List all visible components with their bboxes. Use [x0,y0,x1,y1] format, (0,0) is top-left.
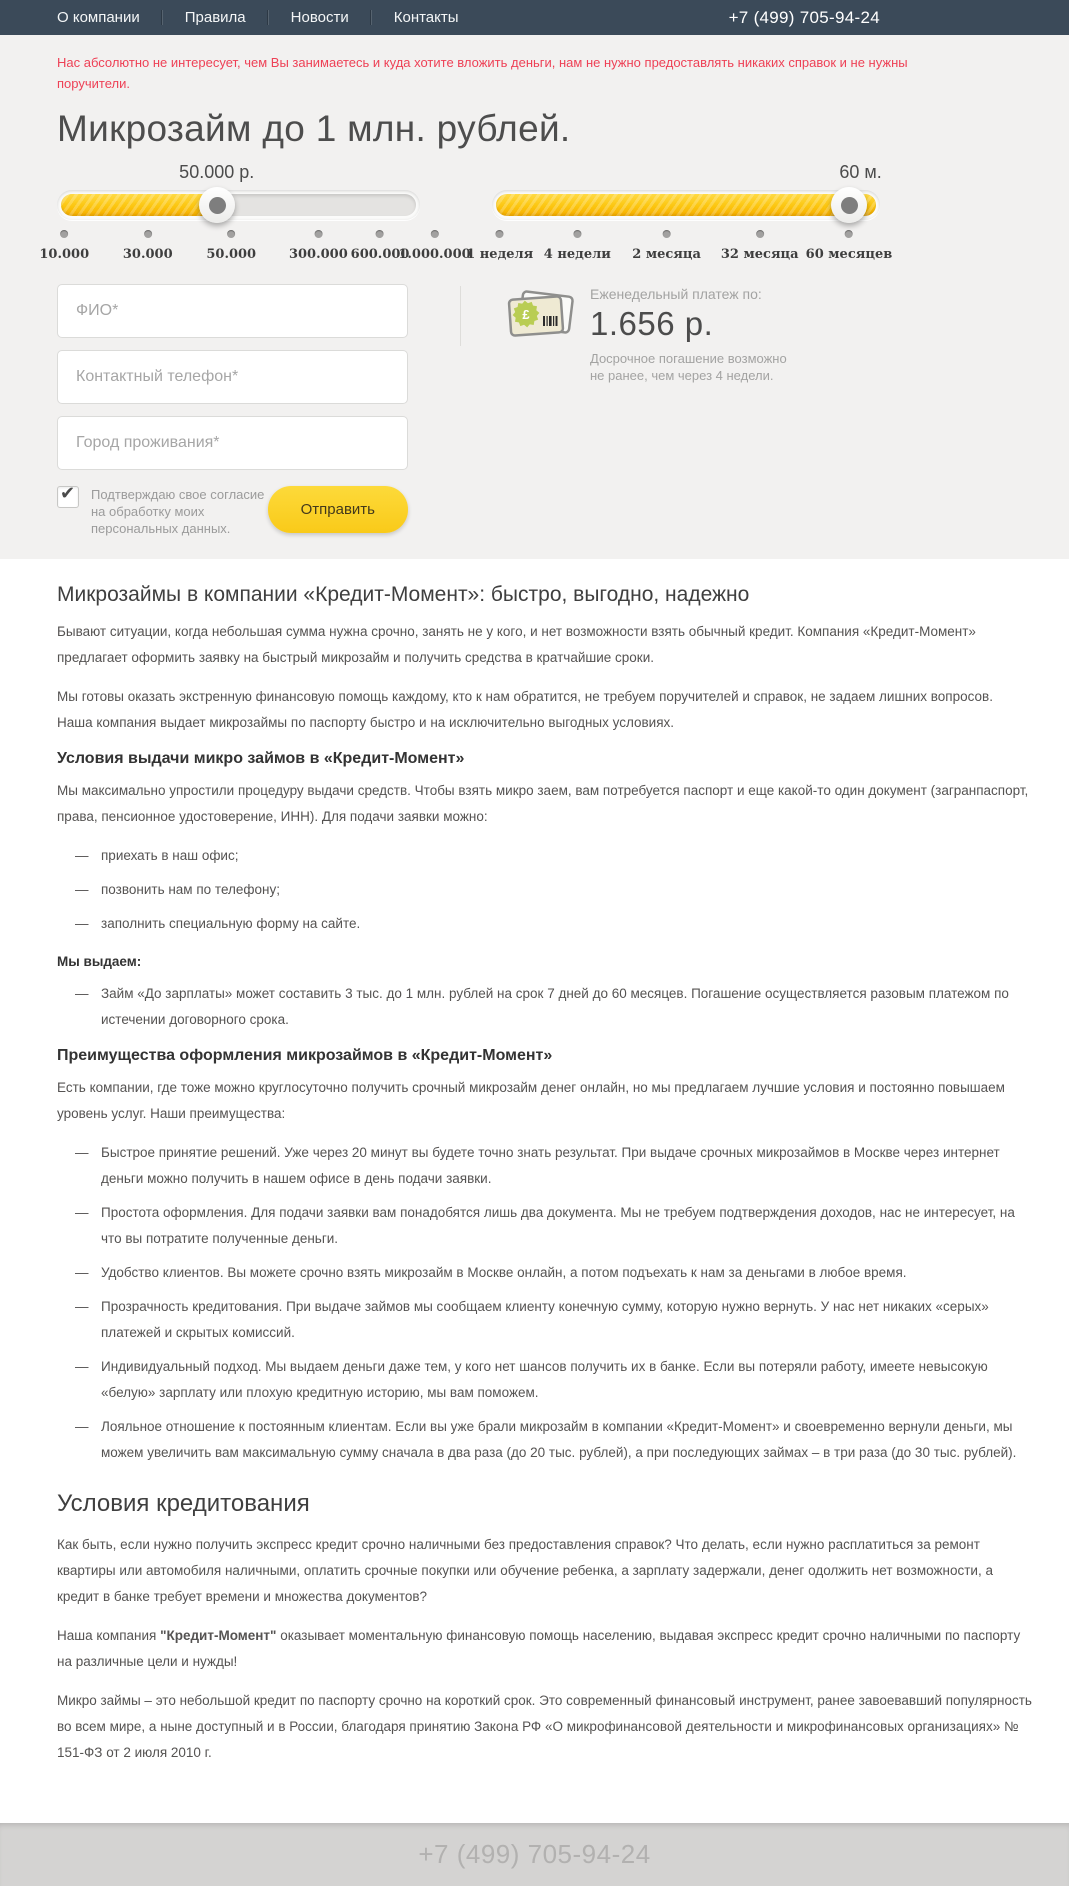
list-item-text: Быстрое принятие решений. Уже через 20 минут вы будете точно знать результат. При выдаче срочных микрозаймов в Москве через интернет деньги можно получить в нашем офисе в день подачи заявки. [101,1145,1000,1186]
amount-tick-label: 30.000 [122,247,173,262]
header-phone: +7 (499) 705-94-24 [728,7,880,27]
nav-item-rules[interactable]: Правила [184,9,246,26]
paragraph-text: оказывает моментальную финансовую помощь населению, выдавая экспресс кредит срочно наличными по паспорту на различные цели и нужды! [57,1628,1021,1669]
loan-application-form [57,284,408,537]
tick-dot-icon [60,230,68,238]
paragraph: Бывают ситуации, когда небольшая сумма нужна срочно, занять не у кого, и нет возможности взять обычный кредит. Компания «Кредит-Момент» предлагает оформить заявку на быстрый микрозайм и получить средства в кратчайшие сроки. [57,624,976,665]
nav-divider [162,10,163,25]
footer-phone: +7 (499) 705-94-24 [418,1839,651,1869]
amount-slider-track[interactable] [61,194,416,216]
term-slider-unit [466,160,893,276]
dash-icon: — [75,1145,89,1160]
term-tick-label: 1 неделя [466,247,534,262]
amount-tick-label: 600.000 [350,247,410,262]
paragraph: Мы максимально упростили процедуру выдачи средств. Чтобы взять микро заем, вам потребуется паспорт и еще какой-то один документ (загранпаспорт, права, пенсионное удостоверение, ИНН). Для подачи заявки можно: [57,783,1029,824]
tick-dot-icon [663,230,671,238]
nav-divider [268,10,269,25]
amount-tick [289,230,348,263]
hero-section [0,35,1069,559]
list-item-text: заполнить специальную форму на сайте. [101,916,361,931]
list-item-text: Лояльное отношение к постоянным клиентам. Если вы уже брали микрозайм в компании «Кредит-Момент» и своевременно вернули деньги, мы можем увеличить вам максимальную сумму сначала в два раза (до 20 тыс. рублей), а при последующих займах – в три раза (до 30 тыс. рублей). [101,1419,1017,1460]
amount-slider-ticks [39,230,471,276]
amount-tick-label: 1.000.000 [398,247,471,262]
footer [0,1823,1069,1886]
term-slider-track[interactable] [496,194,876,216]
list-item-text: приехать в наш офис; [101,848,239,863]
amount-tick-label: 300.000 [288,247,348,262]
amount-tick [206,230,256,263]
subsection-heading: Преимущества оформления микрозаймов в «Кредит-Момент» [57,1047,553,1064]
weekly-payment-label: Еженедельный платеж по: [590,286,762,302]
list-item [57,1354,1032,1406]
city-input[interactable] [57,416,408,470]
section-heading: Микрозаймы в компании «Кредит-Момент»: быстро, выгодно, надежно [57,583,750,606]
tick-dot-icon [376,230,384,238]
tick-dot-icon [845,230,853,238]
payment-info [460,284,795,537]
amount-slider[interactable] [57,190,420,220]
paragraph: Микро займы – это небольшой кредит по паспорту срочно на короткий срок. Это современный финансовый инструмент, ранее завоевавший популярность во всем мире, а ныне доступный и в России, благодаря принятию Закона РФ «О микрофинансовой деятельности и микрофинансовых организациях» № 151-ФЗ от 2 июля 2010 г. [57,1693,1032,1760]
list-item-text: позвонить нам по телефону; [101,882,280,897]
amount-slider-unit [39,160,471,276]
list-item [57,877,1032,903]
dash-icon: — [75,882,89,897]
paragraph [57,1623,1032,1675]
tick-dot-icon [314,230,322,238]
dash-icon: — [75,986,89,1001]
nav-item-contacts[interactable]: Контакты [393,9,459,26]
dash-icon: — [75,1419,89,1434]
early-repayment-note: Досрочное погашение возможно не ранее, чем через 4 недели. [590,351,787,383]
consent-checkbox[interactable] [57,483,79,508]
tick-dot-icon [756,230,764,238]
check-icon: ✔ [60,483,76,503]
term-tick-label: 4 недели [543,247,611,262]
application-methods-list [57,843,1032,937]
submit-button[interactable]: Отправить [268,486,408,533]
amount-tick-label: 10.000 [39,247,90,262]
header [0,0,1069,35]
term-slider-handle[interactable] [831,187,867,223]
nav-divider [371,10,372,25]
term-tick [466,230,533,263]
dash-icon: — [75,1299,89,1314]
dash-icon: — [75,916,89,931]
tick-dot-icon [144,230,152,238]
main-nav [57,9,459,26]
term-slider-fill [496,194,876,216]
amount-tick [398,230,470,263]
phone-input[interactable] [57,350,408,404]
tick-dot-icon [573,230,581,238]
list-item [57,1260,1032,1286]
loan-terms-list [57,981,1032,1033]
paragraph: Мы готовы оказать экстренную финансовую помощь каждому, кто к нам обратится, не требуем поручителей и справок, не задаем лишних вопросов. Наша компания выдает микрозаймы по паспорту быстро и на исключительно выгодных условиях. [57,689,993,730]
term-tick [544,230,611,263]
dash-icon: — [75,848,89,863]
term-tick-label: 32 месяца [720,247,799,262]
paragraph: Есть компании, где тоже можно круглосуточно получить срочный микрозайм денег онлайн, но мы предлагаем лучшие условия и постоянно повышаем уровень услуг. Наши преимущества: [57,1080,1005,1121]
disclaimer-text: Нас абсолютно не интересует, чем Вы занимаетесь и куда хотите вложить деньги, нам не нужно предоставлять никаких справок и не нужны поручители. [57,55,908,91]
list-item-text: Прозрачность кредитования. При выдаче займов мы сообщаем клиенту конечную сумму, которую нужно вернуть. У нас нет никаких «серых» платежей и скрытых комиссий. [101,1299,989,1340]
dash-icon: — [75,1265,89,1280]
term-tick [632,230,701,263]
term-slider-ticks [466,230,893,276]
dash-icon: — [75,1205,89,1220]
list-item [57,1200,1032,1252]
tick-dot-icon [496,230,504,238]
content-section [0,559,1069,1823]
amount-tick [39,230,89,263]
page-title: Микрозайм до 1 млн. рублей. [57,108,571,149]
paragraph-text: Наша компания [57,1628,161,1643]
section-heading-credit-terms: Условия кредитования [57,1490,310,1517]
list-item-text: Займ «До зарплаты» может составить 3 тыс. до 1 млн. рублей на срок 7 дней до 60 месяцев. Погашение осуществляется разовым платежом по истечении договорного срока. [101,986,1009,1027]
fio-input[interactable] [57,284,408,338]
term-tick-label: 60 месяцев [805,247,893,262]
banknotes-icon [505,286,577,344]
tick-dot-icon [227,230,235,238]
term-tick-label: 2 месяца [632,247,701,262]
consent-label: Подтверждаю свое согласие на обработку моих персональных данных. [91,487,265,536]
list-item [57,1414,1032,1466]
currency-badge-glyph: £ [522,307,530,322]
list-item-text: Индивидуальный подход. Мы выдаем деньги даже тем, у кого нет шансов получить их в банке. Если вы потеряли работу, имеете невысокую «белую» зарплату или плохую кредитную историю, мы вам поможем. [101,1359,988,1400]
advantages-list [57,1140,1032,1466]
tick-dot-icon [431,230,439,238]
list-item-text: Простота оформления. Для подачи заявки вам понадобятся лишь два документа. Мы не требуем подтверждения доходов, нас не интересует, на что вы потратите полученные деньги. [101,1205,1015,1246]
nav-item-about[interactable]: О компании [57,9,140,26]
amount-tick-label: 50.000 [206,247,257,262]
amount-slider-fill [61,194,217,216]
amount-tick [123,230,173,263]
list-item [57,981,1032,1033]
term-slider[interactable] [492,190,880,220]
weekly-payment-amount: 1.656 р. [590,305,714,342]
paragraph: Как быть, если нужно получить экспресс кредит срочно наличными без предоставления справок? Что делать, если нужно расплатиться за ремонт квартиры или автомобиля наличными, оплатить срочные покупки или обучение ребенка, а зарплату задержали, денег одолжить нет возможности, а кредит в банке требует времени и множества документов? [57,1537,993,1604]
list-item-text: Удобство клиентов. Вы можете срочно взять микрозайм в Москве онлайн, а потом подъехать к нам за деньгами в любое время. [101,1265,907,1280]
nav-item-news[interactable]: Новости [290,9,349,26]
company-name-bold: "Кредит-Момент" [160,1628,277,1643]
amount-value-label: 50.000 р. [179,162,255,182]
list-item [57,1140,1032,1192]
amount-slider-handle[interactable] [199,187,235,223]
list-item [57,843,1032,869]
term-tick [721,230,799,263]
subsection-heading: Условия выдачи микро займов в «Кредит-Момент» [57,750,465,767]
dash-icon: — [75,1359,89,1374]
list-item [57,911,1032,937]
term-value-label: 60 м. [839,162,882,182]
list-item [57,1294,1032,1346]
term-tick [806,230,893,263]
we-issue-label: Мы выдаем: [57,954,142,969]
